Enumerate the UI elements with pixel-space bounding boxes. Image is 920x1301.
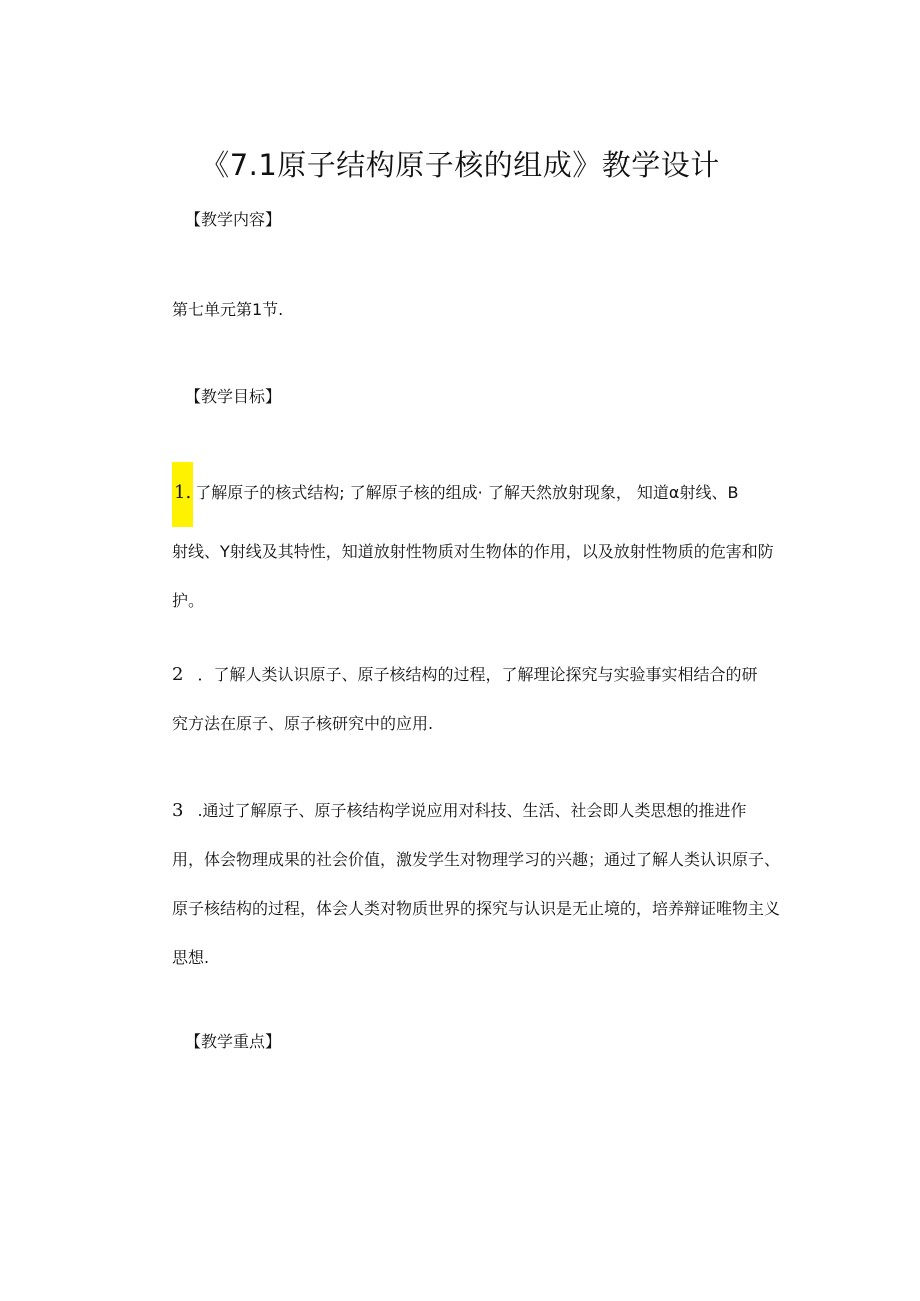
content-text: 第七单元第1节. [172, 300, 284, 319]
goal-2-line-1 [172, 650, 792, 699]
goal-2-number: 2 [172, 664, 184, 685]
section-heading-goals: 【教学目标】 [185, 387, 282, 406]
goal-3-line-4: 思想. [172, 948, 210, 967]
goal-3-line-3: 原子核结构的过程，体会人类对物质世界的探究与认识是无止境的，培养辩证唯物主义 [172, 899, 781, 918]
goal-item-1 [172, 462, 792, 625]
goal-3-number: 3 [172, 800, 184, 821]
document-title: 《7.1原子结构原子核的组成》教学设计 [200, 148, 720, 182]
goal-3-line-1 [172, 786, 792, 835]
goal-1-line-2: 射线、Y射线及其特性，知道放射性物质对生物体的作用，以及放射性物质的危害和防 [172, 542, 774, 561]
goal-1-line-3: 护。 [172, 591, 205, 610]
section-heading-content: 【教学内容】 [185, 210, 282, 229]
goal-1-line-1 [172, 462, 792, 527]
goal-1-number: 1. [172, 462, 193, 527]
section-heading-key-points: 【教学重点】 [185, 1032, 282, 1051]
goal-3-text-line-1: .通过了解原子、原子核结构学说应用对科技、生活、社会即人类思想的推进作 [197, 801, 747, 820]
goal-3-line-2: 用，体会物理成果的社会价值，激发学生对物理学习的兴趣；通过了解人类认识原子、 [172, 850, 781, 869]
goal-2-text-line-1: ．了解人类认识原子、原子核结构的过程，了解理论探究与实验事实相结合的研 [197, 665, 758, 684]
goal-item-3 [172, 786, 792, 982]
goal-item-2 [172, 650, 792, 748]
goal-1-text-line-1: 了解原子的核式结构; 了解原子核的组成· 了解天然放射现象， 知道α射线、B [195, 483, 739, 502]
goal-2-line-2: 究方法在原子、原子核研究中的应用. [172, 714, 434, 733]
